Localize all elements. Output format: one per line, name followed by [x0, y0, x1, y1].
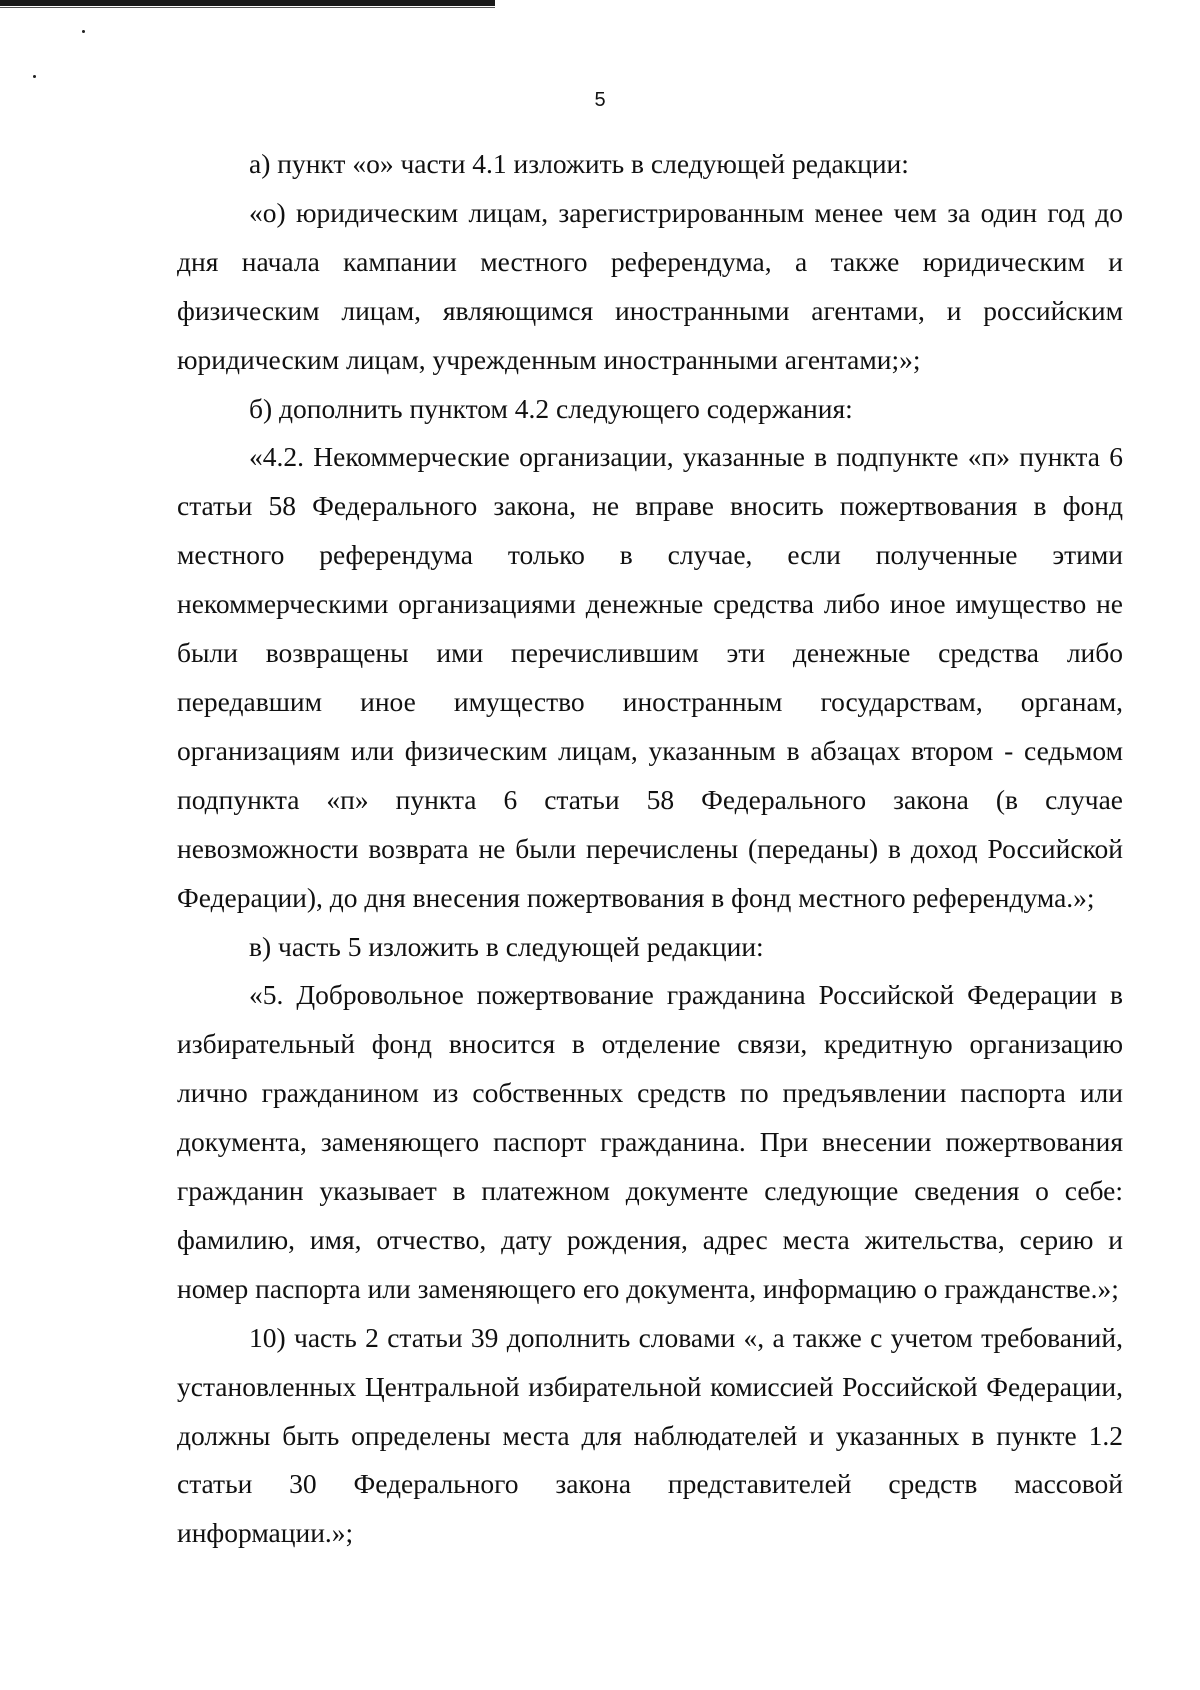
- scan-speck: [33, 75, 36, 78]
- paragraph-quote-o: «о) юридическим лицам, зарегистрированным менее чем за один год до дня начала кампании местного референдума, а также юридическим и физическим лицам, являющимся иностранными агентами, и российским юридическим лицам, учрежденным иностранными агентами;»;: [177, 196, 1123, 375]
- paragraph-amendment-v: в) часть 5 изложить в следующей редакции:: [249, 930, 764, 962]
- document-body: [177, 140, 1123, 1558]
- paragraph-item-10: 10) часть 2 статьи 39 дополнить словами «, а также с учетом требований, установленных Центральной избирательной комиссией Российской Федерации, должны быть определены места для наблюдателей и указанных в пункте 1.2 статьи 30 Федерального закона представителей средств массовой информации.»;: [177, 1321, 1123, 1549]
- paragraph-amendment-a: а) пункт «о» части 4.1 изложить в следующей редакции:: [249, 148, 909, 179]
- paragraph-amendment-b: б) дополнить пунктом 4.2 следующего содержания:: [249, 392, 853, 424]
- scan-speck: [82, 30, 85, 33]
- paragraph-quote-5: «5. Добровольное пожертвование гражданина Российской Федерации в избирательный фонд вносится в отделение связи, кредитную организацию лично гражданином из собственных средств по предъявлении паспорта или документа, заменяющего паспорт гражданина. При внесении пожертвования гражданин указывает в платежном документе следующие сведения о себе: фамилию, имя, отчество, дату рождения, адрес места жительства, серию и номер паспорта или заменяющего его документа, информацию о гражданстве.»;: [177, 979, 1123, 1304]
- paragraph-quote-4-2: «4.2. Некоммерческие организации, указанные в подпункте «п» пункта 6 статьи 58 Федерального закона, не вправе вносить пожертвования в фонд местного референдума только в случае, если полученные этими некоммерческими организациями денежные средства либо иное имущество не были возвращены ими перечислившим эти денежные средства либо передавшим иное имущество иностранным государствам, органам, организациям или физическим лицам, указанным в абзацах втором - седьмом подпункта «п» пункта 6 статьи 58 Федерального закона (в случае невозможности возврата не были перечислены (переданы) в доход Российской Федерации), до дня внесения пожертвования в фонд местного референдума.»;: [177, 441, 1123, 913]
- scan-top-rule-shadow: [0, 7, 495, 8]
- page-number: 5: [594, 89, 606, 111]
- scan-top-rule: [0, 0, 495, 6]
